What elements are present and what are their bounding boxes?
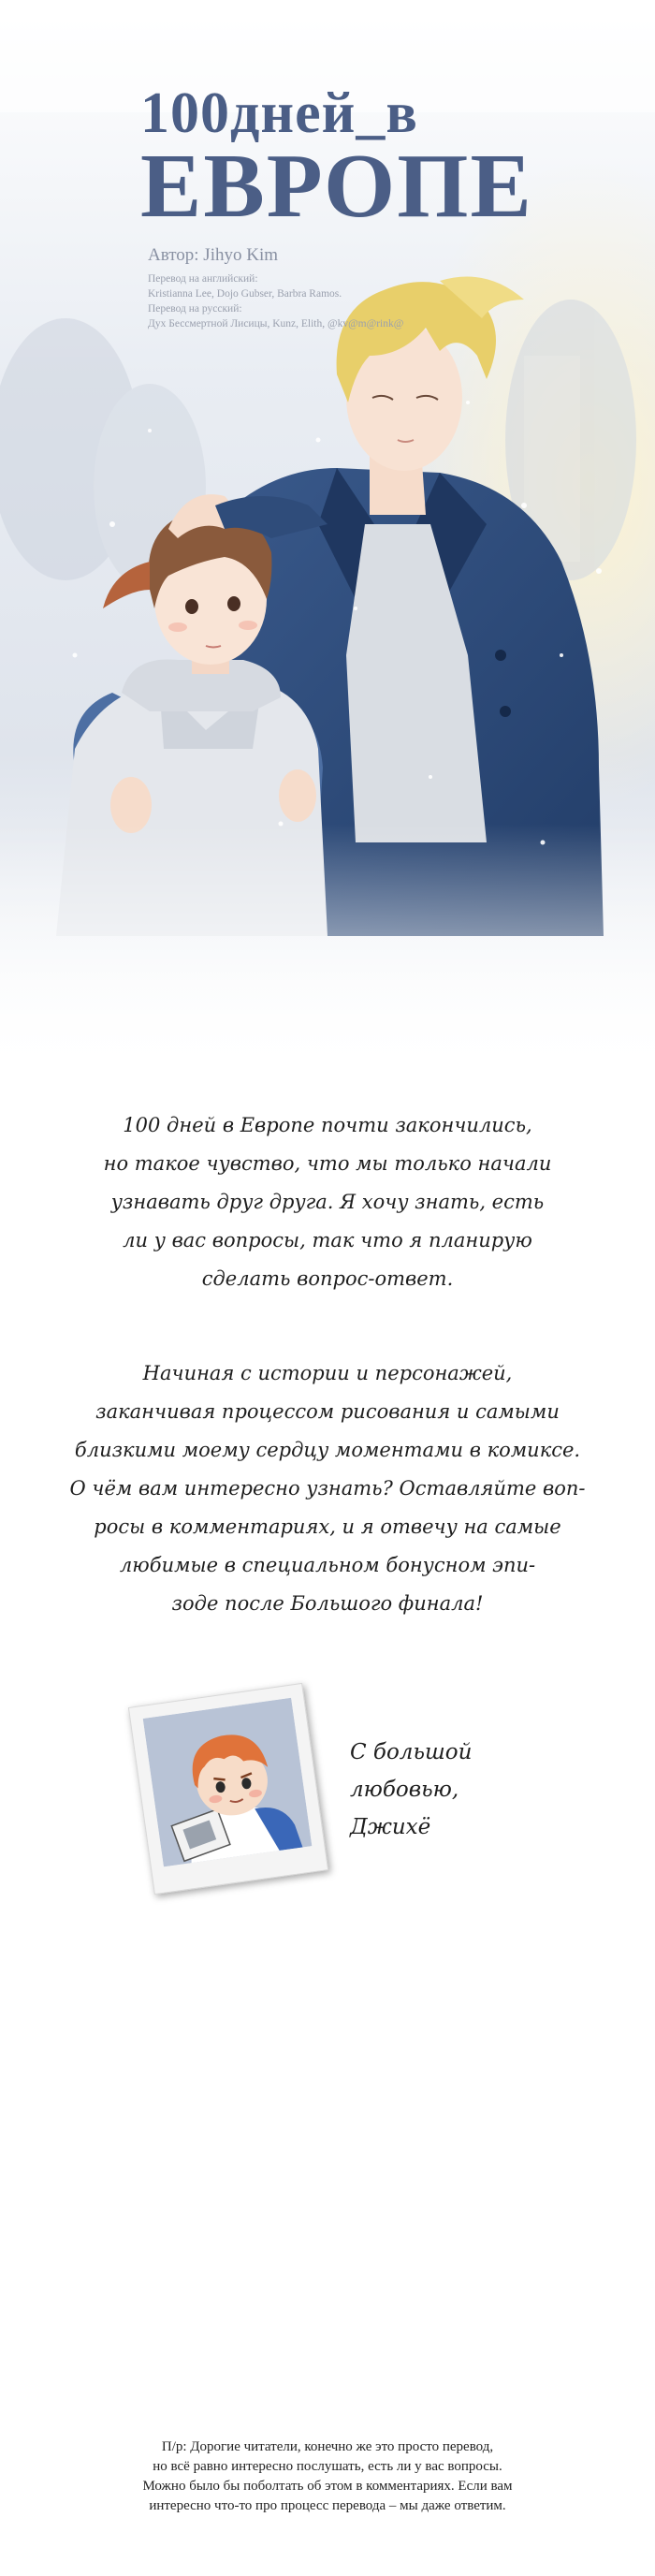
- message-line: росы в комментариях, и я отвечу на самые: [94, 1515, 561, 1538]
- author-signature: [350, 1734, 472, 1846]
- message-line: Начиная с истории и персонажей,: [142, 1362, 513, 1384]
- message-line: заканчивая процессом рисования и самыми: [95, 1400, 560, 1423]
- message-line: ли у вас вопросы, так что я планирую: [123, 1229, 532, 1251]
- message-line: близкими моему сердцу моментами в комиксе.: [74, 1439, 581, 1461]
- signature-line: любовью,: [350, 1778, 459, 1802]
- author-avatar-photo: [128, 1683, 328, 1895]
- author-avatar-illustration: [143, 1698, 313, 1867]
- cover-illustration: [0, 0, 655, 1076]
- author-message-paragraph-2: [56, 1354, 599, 1623]
- signature-line: Джихё: [350, 1815, 431, 1839]
- title-line-2: ЕВРОПЕ: [140, 136, 533, 237]
- author-message-paragraph-1: [56, 1106, 599, 1298]
- message-line: сделать вопрос-ответ.: [201, 1267, 454, 1290]
- author-credit: Автор: Jihyo Kim: [148, 245, 279, 265]
- translator-note: [75, 2437, 580, 2516]
- note-line: интересно что-то про процесс перевода – мы даже ответим.: [149, 2498, 506, 2513]
- message-line: 100 дней в Европе почти закончились,: [123, 1114, 532, 1136]
- message-line: любимые в специальном бонусном эпи-: [119, 1554, 536, 1576]
- message-line: зоде после Большого финала!: [171, 1592, 484, 1615]
- title-line-1: 100дней_в: [140, 81, 418, 145]
- signature-line: С большой: [350, 1740, 473, 1764]
- note-line: Можно было бы поболтать об этом в комментариях. Если вам: [142, 2479, 513, 2494]
- message-line: О чём вам интересно узнать? Оставляйте воп-: [69, 1477, 586, 1500]
- credit-line: Kristianna Lee, Dojo Gubser, Barbra Ramos.: [148, 288, 342, 300]
- message-line: но такое чувство, что мы только начали: [103, 1152, 552, 1175]
- translation-credits: [148, 271, 403, 331]
- message-line: узнавать друг друга. Я хочу знать, есть: [110, 1191, 545, 1213]
- note-line: П/р: Дорогие читатели, конечно же это просто перевод,: [161, 2439, 494, 2454]
- credit-line: Дух Бессмертной Лисицы, Kunz, Elith, @kv@m@rink@: [148, 318, 404, 329]
- credit-line: Перевод на английский:: [148, 273, 258, 285]
- comic-title: [140, 81, 533, 237]
- note-line: но всё равно интересно послушать, есть ли у вас вопросы.: [153, 2459, 502, 2474]
- credit-line: Перевод на русский:: [148, 303, 242, 315]
